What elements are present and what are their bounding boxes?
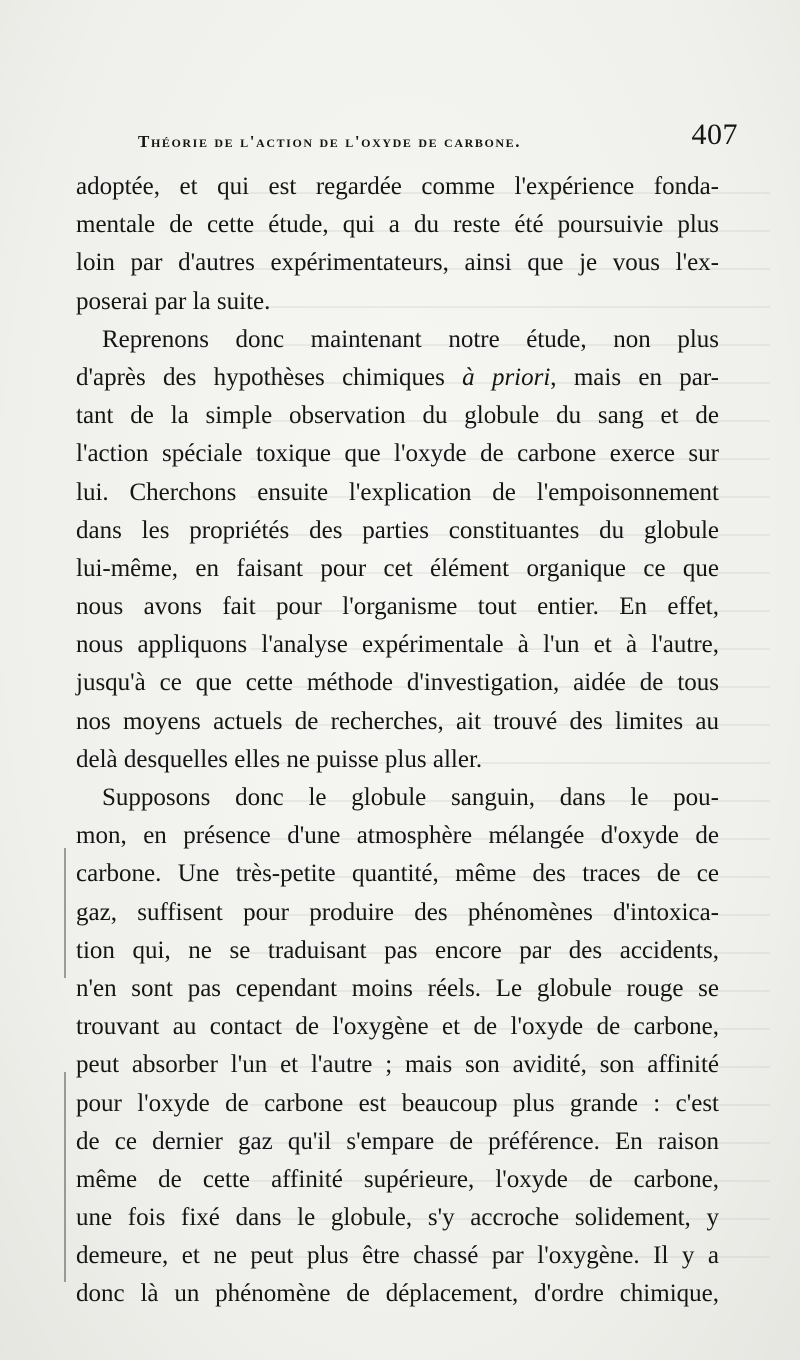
body-text [76, 168, 719, 1314]
text-line: même de cette affinité supérieure, l'oxyde de carbone, [76, 1165, 719, 1193]
text-line: peut absorber l'un et l'autre ; mais son avidité, son affinité [76, 1051, 719, 1079]
running-title: Théorie de l'action de l'oxyde de carbone. [138, 132, 522, 151]
text-line: carbone. Une très-petite quantité, même des traces de ce [76, 860, 719, 888]
text-line: mentale de cette étude, qui a du reste été poursuivie plus [76, 211, 719, 239]
text-line: lui. Cherchons ensuite l'explication de l'empoisonnement [76, 478, 719, 506]
text-line: une fois fixé dans le globule, s'y accroche solidement, y [76, 1204, 719, 1232]
text-line: pour l'oxyde de carbone est beaucoup plus grande : c'est [76, 1089, 719, 1117]
text-line: jusqu'à ce que cette méthode d'investigation, aidée de tous [76, 669, 719, 697]
text-line: demeure, et ne peut plus être chassé par l'oxygène. Il y a [76, 1242, 719, 1270]
text-line: delà desquelles elles ne puisse plus aller. [76, 745, 483, 773]
text-after-italic: , mais en par- [550, 363, 720, 391]
text-line: lui-même, en faisant pour cet élément organique ce que [76, 554, 719, 582]
text-line: gaz, suffisent pour produire des phénomènes d'intoxica- [76, 898, 719, 926]
text-line: nos moyens actuels de recherches, ait trouvé des limites au [76, 707, 719, 735]
text-line [76, 359, 719, 397]
text-line: poserai par la suite. [76, 287, 271, 315]
text-line: de ce dernier gaz qu'il s'empare de préférence. En raison [76, 1127, 719, 1155]
text-line: mon, en présence d'une atmosphère mélangée d'oxyde de [76, 822, 719, 850]
text-line: loin par d'autres expérimentateurs, ainsi que je vous l'ex- [76, 249, 719, 277]
text-line: n'en sont pas cependant moins réels. Le globule rouge se [76, 974, 719, 1002]
margin-pencil-mark [64, 848, 66, 978]
text-line: nous appliquons l'analyse expérimentale à l'un et à l'autre, [76, 631, 719, 659]
text-line: nous avons fait pour l'organisme tout entier. En effet, [76, 593, 719, 621]
text-line: tion qui, ne se traduisant pas encore par des accidents, [76, 936, 719, 964]
text-line: adoptée, et qui est regardée comme l'expérience fonda- [76, 173, 719, 200]
text-line: tant de la simple observation du globule du sang et de [76, 402, 719, 430]
italic-phrase: à priori [462, 363, 551, 391]
margin-pencil-mark [64, 1072, 66, 1282]
page-header [138, 118, 738, 168]
text-line: trouvant au contact de l'oxygène et de l'oxyde de carbone, [76, 1013, 719, 1041]
paragraph-start-line: Reprenons donc maintenant notre étude, non plus [102, 325, 719, 353]
text-line: donc là un phénomène de déplacement, d'ordre chimique, [76, 1280, 719, 1308]
text-before-italic: d'après des hypothèses chimiques [76, 363, 463, 391]
text-line: dans les propriétés des parties constituantes du globule [76, 516, 719, 544]
paragraph-start-line: Supposons donc le globule sanguin, dans le pou- [102, 784, 719, 811]
text-line: l'action spéciale toxique que l'oxyde de carbone exerce sur [76, 440, 719, 468]
page-number: 407 [691, 118, 738, 151]
